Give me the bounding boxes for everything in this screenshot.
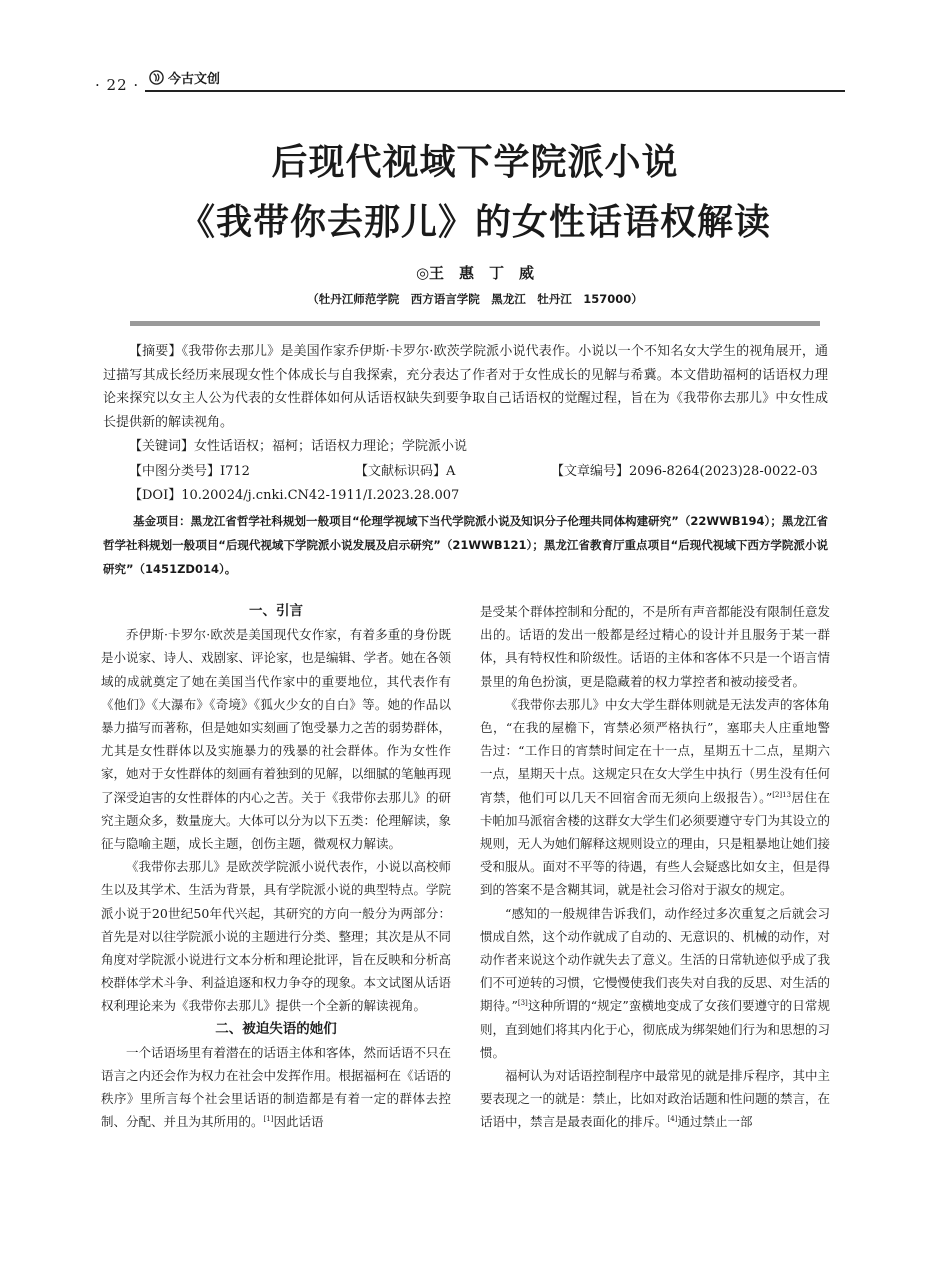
paragraph: 是受某个群体控制和分配的，不是所有声音都能没有限制任意发出的。话语的发出一般都是经过精心的设计并且服务于某一群体，具有特权性和阶级性。话语的主体和客体不只是一个语言情景里的角色扮演，更是隐藏着的权力掌控者和被动接受者。 [480, 604, 831, 689]
funding-note: 基金项目：黑龙江省哲学社科规划一般项目“伦理学视域下当代学院派小说及知识分子伦理共同体构建研究”（22WWB194）；黑龙江省哲学社科规划一般项目“后现代视域下学院派小说发展及启示研究”（21WWB121）；黑龙江省教育厅重点项目“后现代视域下西方学院派小说研究”（1451ZD014）。 [103, 514, 828, 576]
paragraph: 乔伊斯·卡罗尔·欧茨是美国现代女作家，有着多重的身份既是小说家、诗人、戏剧家、评论家，也是编辑、学者。她在各领域的成就奠定了她在美国当代作家中的重要地位，其代表作有《他们》《大瀑布》《奇境》《狐火少女的自白》等。她的作品以暴力描写而著称，但是她如实刻画了饱受暴力之苦的弱势群体，尤其是女性群体以及实施暴力的残暴的社会群体。作为女性作家，她对于女性群体的刻画有着独到的见解，以细腻的笔触再现了深受迫害的女性群体的内心之苦。关于《我带你去那儿》的研究主题众多，数量庞大。大体可以分为以下五类：伦理解读，象征与隐喻主题，成长主题，创伤主题，微观权力解读。 [101, 627, 452, 852]
citation: [4] [667, 1115, 678, 1124]
citation: [1] [263, 1115, 274, 1124]
section-heading-intro: 一、引言 [249, 603, 303, 619]
clc-number: 【中图分类号】I712 [129, 464, 250, 479]
journal-emblem-icon [149, 70, 164, 85]
citation: [2]13 [772, 790, 792, 799]
authors: ◎王 惠 丁 威 [415, 264, 535, 282]
header-rule [145, 90, 845, 92]
abstract-divider [130, 321, 820, 326]
paragraph: 一个话语场里有着潜在的话语主体和客体，然而话语不只在语言之内还会作为权力在社会中发挥作用。根据福柯在《话语的秩序》里所言每个社会里话语的制造都是有着一定的群体去控制、分配、并且为其所用的。[1]因此话语 [101, 1044, 452, 1130]
paragraph: 《我带你去那儿》中女大学生群体则就是无法发声的客体角色，“在我的屋檐下，宵禁必须严格执行”，塞耶夫人庄重地警告过：“工作日的宵禁时间定在十一点，星期五十二点，星期六一点，星期天十点。这规定只在女大学生中执行（男生没有任何宵禁，他们可以几天不回宿舍而无须向上级报告）。”$^{[2]13}$居住在卡帕加马派宿舍楼的这群女大学生们必须要遵守专门为其设立的规则，无人为她们解释这规则设立的理由，只是粗暴地让她们接受和服从。面对不平等的待遇，有些人会疑惑比如女主，但是得到的答案不是含糊其词，就是社会习俗对于淑女的规定。 [480, 696, 831, 898]
article-title-line-1: 后现代视域下学院派小说 [271, 142, 679, 183]
running-header [95, 68, 845, 94]
right-column [480, 600, 830, 1134]
article-title-line-2: 《我带你去那儿》的女性话语权解读 [178, 202, 771, 243]
paragraph: “感知的一般规律告诉我们，动作经过多次重复之后就会习惯成自然，这个动作就成了自动的、无意识的、机械的动作，对动作者来说这个动作就失去了意义。生活的日常轨迹似乎成了我们不可逆转的习惯，它慢慢使我们丧失对自我的反思、对生活的期待。”[3]这种所谓的“规定”蛮横地变成了女孩们要遵守的日常规则，直到她们将其内化于心，彻底成为绑架她们行为和思想的习惯。 [480, 905, 831, 1060]
document-code: 【文献标识码】A [355, 464, 456, 479]
paragraph: 福柯认为对话语控制程序中最常见的就是排斥程序，其中主要表现之一的就是：禁止，比如对政治话题和性问题的禁言，在话语中，禁言是最表面化的排斥。[4]通过禁止一部 [480, 1068, 831, 1130]
article-number: 【文章编号】2096-8264(2023)28-0022-03 [551, 464, 818, 479]
journal-logo [149, 68, 220, 87]
section-heading-silenced: 二、被迫失语的她们 [215, 1020, 337, 1037]
abstract: 【摘要】《我带你去那儿》是美国作家乔伊斯·卡罗尔·欧茨学院派小说代表作。小说以一个不知名女大学生的视角展开，通过描写其成长经历来展现女性个体成长与自我探索，充分表达了作者对于女性成长的见解与希冀。本文借助福柯的话语权力理论来探究以女主人公为代表的女性群体如何从话语权缺失到要争取自己话语权的觉醒过程，旨在为《我带你去那儿》中女性成长提供新的解读视角。 [103, 344, 828, 430]
doi: 【DOI】10.20024/j.cnki.CN42-1911/I.2023.28.007 [129, 488, 460, 503]
keywords: 【关键词】女性话语权；福柯；话语权力理论；学院派小说 [129, 439, 468, 454]
journal-name: 今古文创 [168, 72, 221, 87]
paragraph: 《我带你去那儿》是欧茨学院派小说代表作，小说以高校师生以及其学术、生活为背景，具有学院派小说的典型特点。学院派小说于20世纪50年代兴起，其研究的方向一般分为两部分：首先是对以往学院派小说的主题进行分类、整理；其次是从不同角度对学院派小说进行文本分析和理论批评，旨在反映和分析高校群体学术斗争、利益追逐和权力争夺的现象。本文试图从话语权利理论来为《我带你去那儿》提供一个全新的解读视角。 [101, 859, 452, 1014]
page-number: · 22 · [95, 76, 140, 94]
affiliation: （牡丹江师范学院 西方语言学院 黑龙江 牡丹江 157000） [307, 292, 643, 306]
left-column [101, 600, 451, 1134]
citation: [3] [517, 999, 528, 1008]
